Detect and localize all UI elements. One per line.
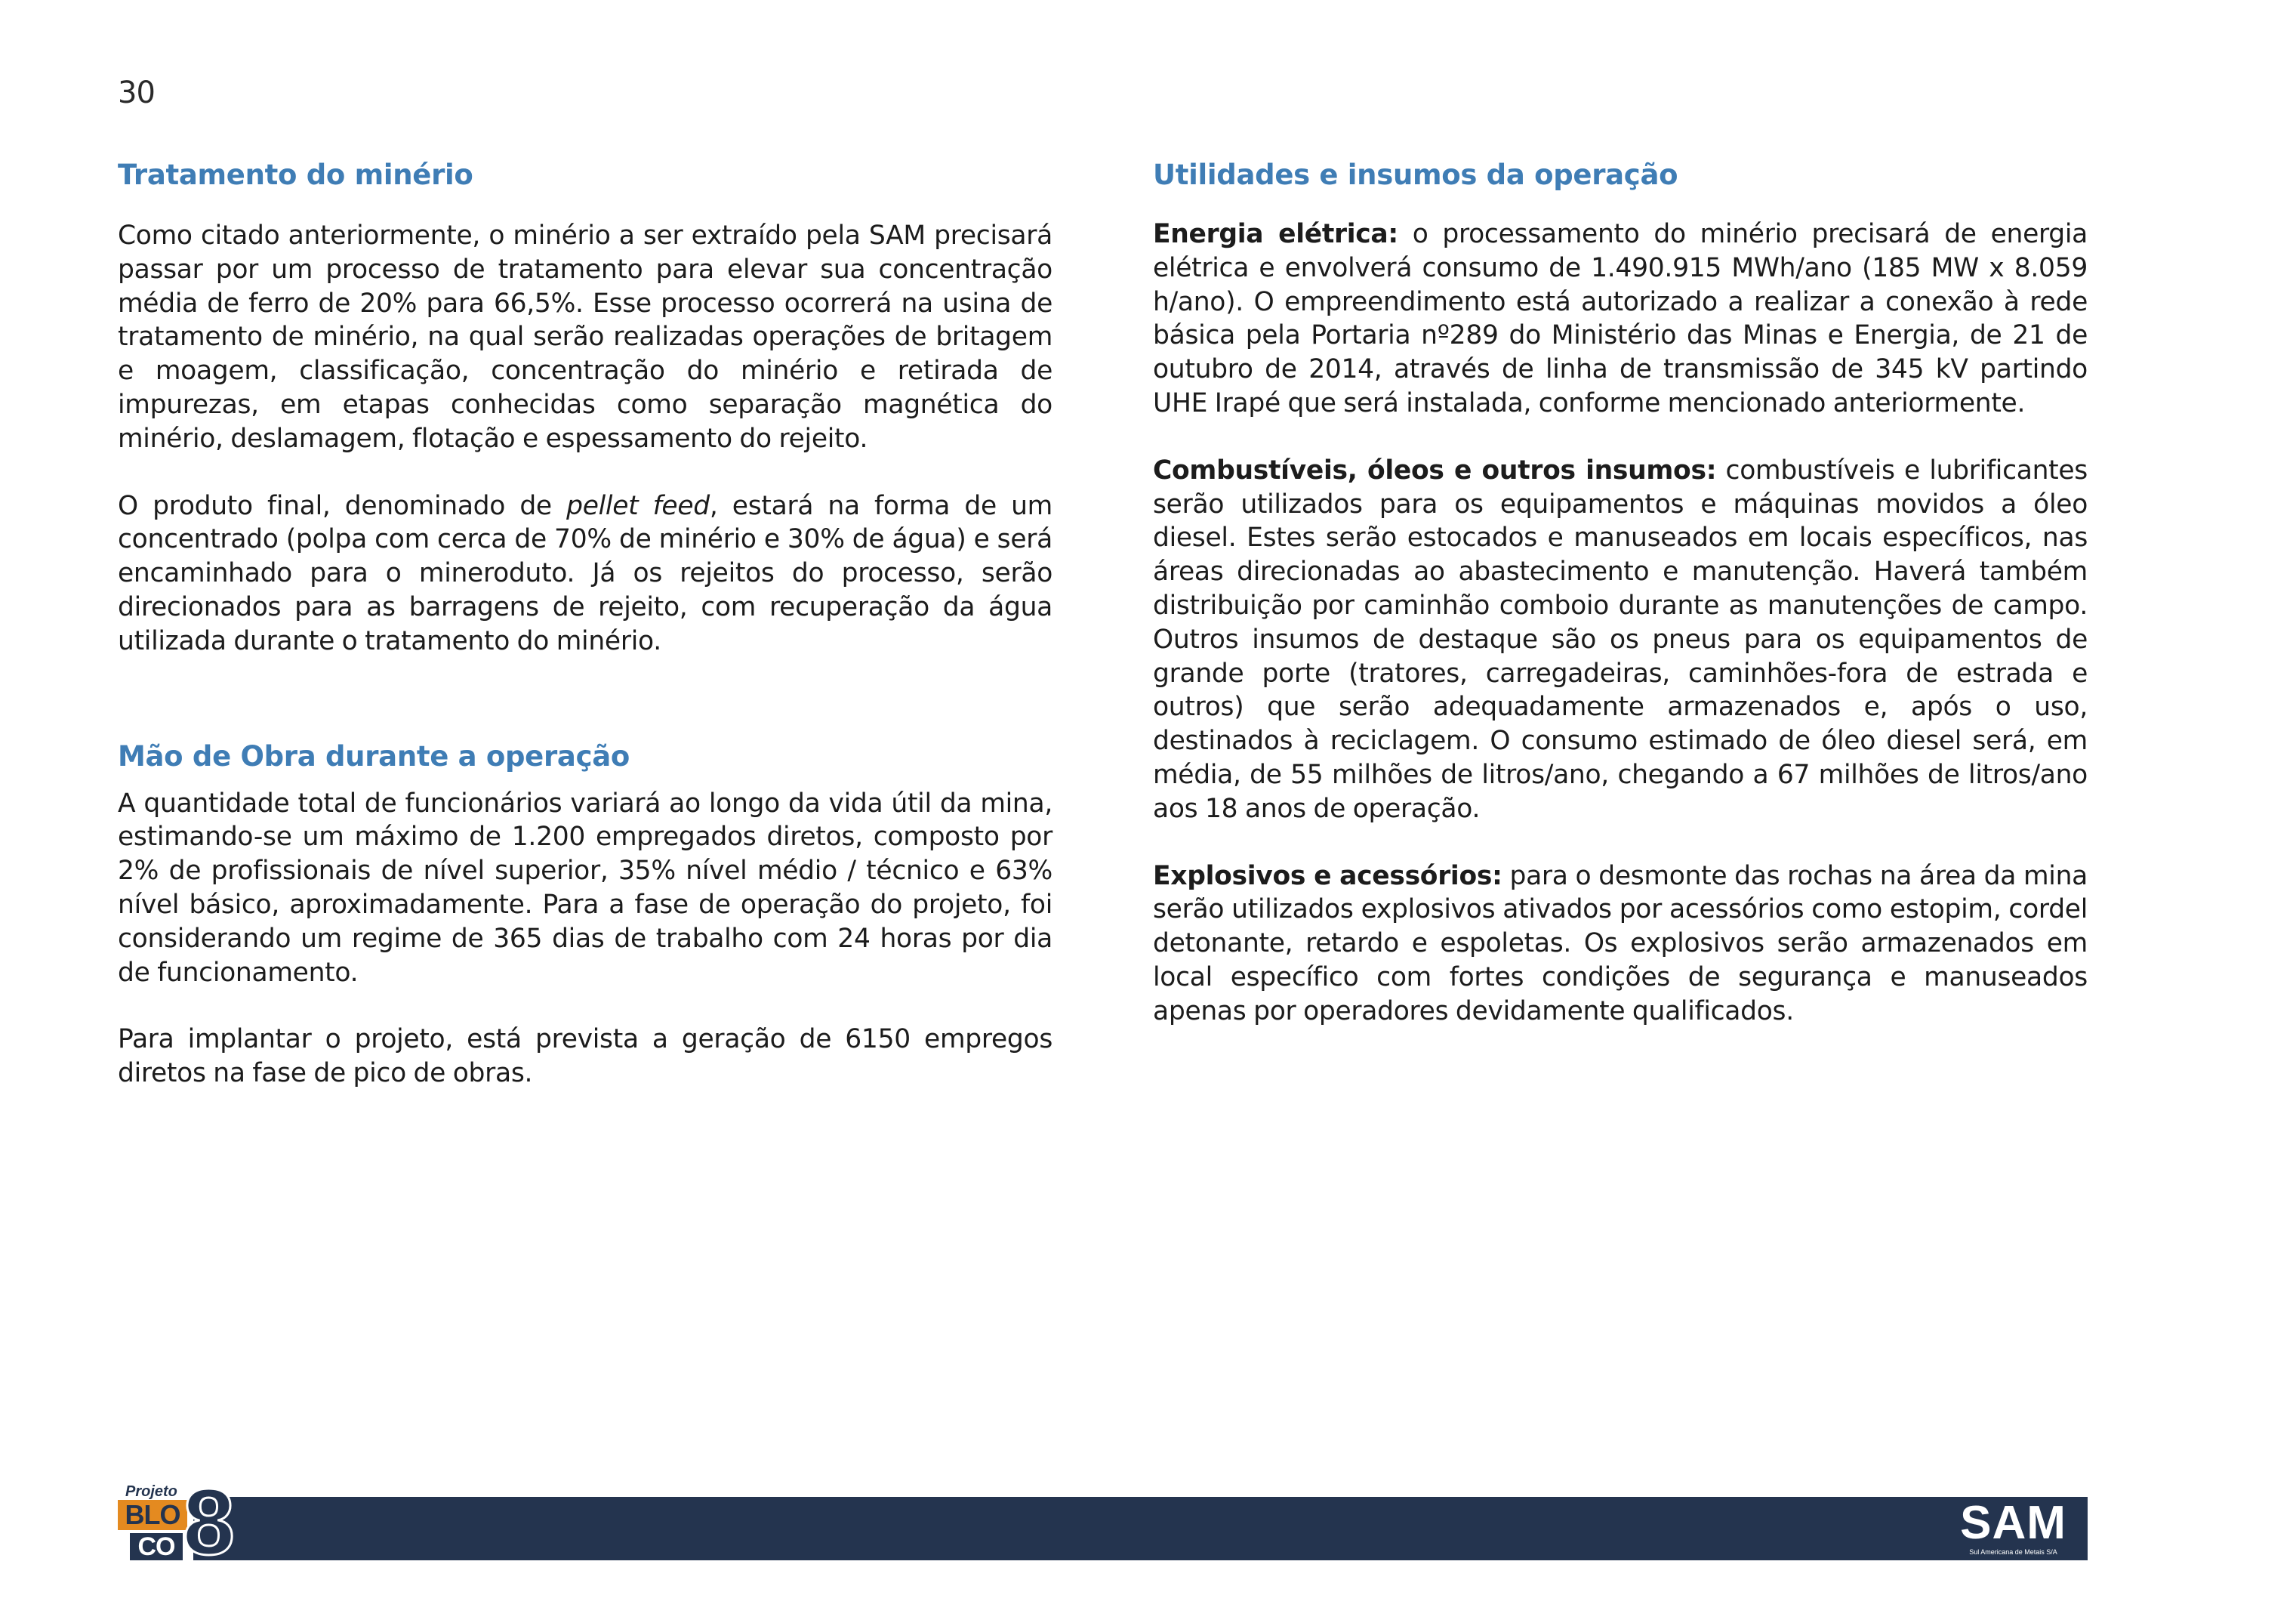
combustiveis-label: Combustíveis, óleos e outros insumos: [1153, 455, 1717, 486]
explosivos-paragraph [1153, 859, 2088, 1029]
tratamento-paragraph-1: Como citado anteriormente, o minério a ser extraído pela SAM precisará passar por um processo de tratamento para elevar sua concentração média de ferro de 20% para 66,5%. Esse processo ocorrerá na usina de tratamento de minério, na qual serão realizadas operações de britagem e moagem, classificação, concentração do minério e retirada de impurezas, em etapas conhecidas como separação magnética do minério, deslamagem, flotação e espessamento do rejeito. [118, 221, 1052, 454]
sam-logo-name: SAM [1960, 1497, 2066, 1549]
sam-logo [1939, 1497, 2088, 1560]
sam-logo-subtitle: Sul Americana de Metais S/A [1969, 1548, 2057, 1556]
right-column [1153, 151, 2088, 1029]
tratamento-p2-end: , estará na forma de um concentrado (polpa com cerca de 70% de minério e 30% de água) e será encaminhado para o mineroduto. Já os rejeitos do processo, serão direcionados para as barragens de rejeito, com recuperação da água utilizada durante o tratamento do minério. [118, 490, 1052, 656]
projeto-bloco8-logo [118, 1470, 246, 1575]
page-number: 30 [118, 76, 155, 110]
mao-de-obra-paragraph-2: Para implantar o projeto, está prevista a geração de 6150 empregos diretos na fase de pico de obras. [118, 1024, 1052, 1089]
combustiveis-paragraph [1153, 454, 2088, 826]
logo-co-box: CO [128, 1532, 184, 1562]
pellet-feed-term: pellet feed [566, 490, 710, 521]
logo-blo-box: BLO [118, 1500, 187, 1530]
explosivos-label: Explosivos e acessórios: [1153, 860, 1502, 891]
logo-projeto-text: Projeto [125, 1483, 177, 1500]
logo-eight: 8 [183, 1470, 235, 1575]
footer-bar [193, 1497, 2088, 1560]
energia-text: o processamento do minério precisará de energia elétrica e envolverá consumo de 1.490.915 MWh/ano (185 MW x 8.059 h/ano). O empreendimento está autorizado a realizar a conexão à rede básica pela Portaria nº289 do Ministério das Minas e Energia, de 21 de outubro de 2014, através de linha de transmissão de 345 kV partindo UHE Irapé que será instalada, conforme mencionado anteriormente. [1153, 219, 2088, 418]
section-heading-mao-de-obra: Mão de Obra durante a operação [118, 739, 630, 773]
section-heading-utilidades: Utilidades e insumos da operação [1153, 159, 1678, 191]
tratamento-paragraph-2 [118, 489, 1052, 659]
energia-paragraph [1153, 218, 2088, 421]
energia-label: Energia elétrica: [1153, 219, 1398, 249]
mao-de-obra-paragraph-1: A quantidade total de funcionários variará ao longo da vida útil da mina, estimando-se um máximo de 1.200 empregados diretos, composto por 2% de profissionais de nível superior, 35% nível médio / técnico e 63% nível básico, aproximadamente. Para a fase de operação do projeto, foi considerando um regime de 365 dias de trabalho com 24 horas por dia de funcionamento. [118, 788, 1052, 988]
explosivos-text: para o desmonte das rochas na área da mina serão utilizados explosivos ativados por acessórios como estopim, cordel detonante, retardo e espoletas. Os explosivos serão armazenados em local específico com fortes condições de segurança e manuseados apenas por operadores devidamente qualificados. [1153, 860, 2088, 1026]
left-column [118, 151, 1052, 1091]
combustiveis-text: combustíveis e lubrificantes serão utilizados para os equipamentos e máquinas movidos a óleo diesel. Estes serão estocados e manuseados em locais específicos, nas áreas direcionadas ao abastecimento e manutenção. Haverá também distribuição por caminhão comboio durante as manutenções de campo. Outros insumos de destaque são os pneus para os equipamentos de grande porte (tratores, carregadeiras, caminhões-fora de estrada e outros) que serão adequadamente armazenados e, após o uso, destinados à reciclagem. O consumo estimado de óleo diesel será, em média, de 55 milhões de litros/ano, chegando a 67 milhões de litros/ano aos 18 anos de operação. [1153, 455, 2088, 824]
tratamento-p2-start: O produto final, denominado de [118, 490, 567, 521]
section-heading-tratamento: Tratamento do minério [118, 159, 473, 191]
